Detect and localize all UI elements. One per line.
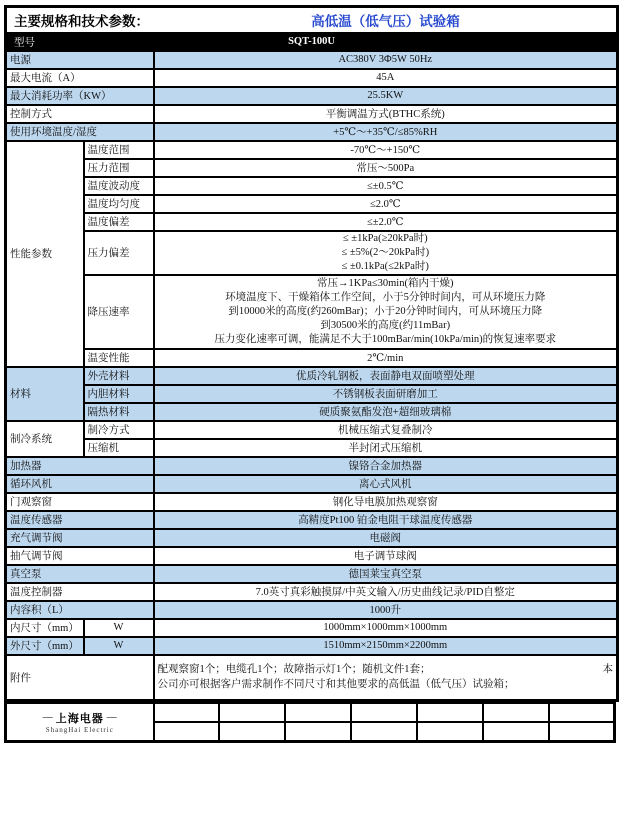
row-temp-change	[6, 349, 618, 367]
row-temp-deviation-value: ≤±2.0℃	[154, 213, 618, 231]
row-viewing-window	[6, 493, 618, 511]
row-fan-value: 离心式风机	[154, 475, 618, 493]
row-control-mode-value: 平衡调温方式(BTHC系统)	[154, 105, 618, 123]
row-temp-uniformity	[6, 195, 618, 213]
row-temp-fluctuation-label: 温度波动度	[84, 177, 154, 195]
row-exhaust-valve	[6, 547, 618, 565]
row-temp-sensor-value: 高精度Pt100 铂金电阻干球温度传感器	[154, 511, 618, 529]
row-temp-controller-value: 7.0英寸真彩触摸屏/中英文输入/历史曲线记录/PID自整定	[154, 583, 618, 601]
depressurization-line: 常压→1KPa≤30min(箱内干燥)	[317, 277, 454, 289]
row-temp-change-value: 2℃/min	[154, 349, 618, 367]
footer-cell	[219, 703, 285, 722]
title-cell	[6, 7, 618, 33]
logo-chinese-text: 上海电器	[55, 712, 104, 725]
row-vacuum-pump-label: 真空泵	[6, 565, 154, 583]
footer-table	[4, 702, 616, 743]
footer-cell	[219, 722, 285, 741]
row-max-power-label: 最大消耗功率（KW）	[6, 87, 154, 105]
row-inner-dimensions-value: 1000mm×1000mm×1000mm	[154, 619, 618, 637]
row-outer-dimensions-label: 外尺寸（mm）	[6, 637, 84, 655]
footer-cell	[154, 703, 220, 722]
footer-cell	[417, 703, 483, 722]
footer-cell	[483, 703, 549, 722]
footer-cell	[417, 722, 483, 741]
pressure-deviation-line: ≤ ±5%(2～20kPa时)	[341, 246, 430, 258]
logo-row	[43, 710, 117, 726]
row-ambient-label: 使用环境温度/湿度	[6, 123, 154, 141]
row-liner-material-value: 不锈钢板表面研磨加工	[154, 385, 618, 403]
row-cooling-mode-label: 制冷方式	[84, 421, 154, 439]
row-insulation-material-value: 硬质聚氨酯发泡+超细玻璃棉	[154, 403, 618, 421]
row-insulation-material	[6, 403, 618, 421]
row-cooling-mode	[6, 421, 618, 439]
depressurization-line: 到10000米的高度(约260mBar)；小于20分钟时间内，可从环境压力降	[228, 305, 543, 317]
row-depressurization-rate-label: 降压速率	[84, 275, 154, 349]
row-vacuum-pump-value: 德国莱宝真空泵	[154, 565, 618, 583]
row-power-value: AC380V 3Φ5W 50Hz	[154, 51, 618, 69]
row-temp-range-label: 温度范围	[84, 141, 154, 159]
row-temp-sensor	[6, 511, 618, 529]
footer-row-1	[6, 703, 615, 722]
model-value: SQT-100U	[288, 36, 335, 47]
footer-cell	[154, 722, 220, 741]
depressurization-line: 压力变化速率可调，能满足不大于100mBar/min(10kPa/min)的恢复速率要求	[214, 333, 557, 345]
pressure-deviation-line: ≤ ±1kPa(≥20kPa时)	[342, 232, 428, 244]
row-volume-label: 内容积（L）	[6, 601, 154, 619]
row-max-power	[6, 87, 618, 105]
row-insulation-material-label: 隔热材料	[84, 403, 154, 421]
row-compressor-value: 半封闭式压缩机	[154, 439, 618, 457]
row-max-power-value: 25.5KW	[154, 87, 618, 105]
row-pressure-deviation-value	[154, 231, 618, 275]
performance-group-label: 性能参数	[6, 141, 84, 367]
row-heater-label: 加热器	[6, 457, 154, 475]
row-temp-controller	[6, 583, 618, 601]
row-temp-deviation-label: 温度偏差	[84, 213, 154, 231]
row-cooling-mode-value: 机械压缩式复叠制冷	[154, 421, 618, 439]
row-volume	[6, 601, 618, 619]
row-shell-material	[6, 367, 618, 385]
row-inflation-valve-label: 充气调节阀	[6, 529, 154, 547]
footer-cell	[285, 703, 351, 722]
row-liner-material	[6, 385, 618, 403]
model-cell	[6, 33, 618, 51]
row-shell-material-label: 外壳材料	[84, 367, 154, 385]
row-outer-dimensions	[6, 637, 618, 655]
row-outer-dimensions-sub: W	[84, 637, 154, 655]
logo-cell	[6, 703, 154, 741]
row-pressure-deviation	[6, 231, 618, 275]
title-row	[6, 7, 618, 33]
row-accessories-value	[154, 655, 618, 701]
footer-cell	[285, 722, 351, 741]
row-depressurization-rate	[6, 275, 618, 349]
model-row	[6, 33, 618, 51]
accessories-line1-right: 本	[602, 664, 614, 676]
row-pressure-range	[6, 159, 618, 177]
row-temp-uniformity-value: ≤2.0℃	[154, 195, 618, 213]
row-pressure-range-value: 常压～500Pa	[154, 159, 618, 177]
row-max-current-value: 45A	[154, 69, 618, 87]
row-inner-dimensions-label: 内尺寸（mm）	[6, 619, 84, 637]
row-heater	[6, 457, 618, 475]
row-viewing-window-label: 门观察窗	[6, 493, 154, 511]
row-temp-change-label: 温变性能	[84, 349, 154, 367]
row-temp-fluctuation-value: ≤±0.5℃	[154, 177, 618, 195]
row-temp-fluctuation	[6, 177, 618, 195]
footer-cell	[549, 703, 615, 722]
footer-cell	[483, 722, 549, 741]
materials-group-label: 材料	[6, 367, 84, 421]
row-max-current	[6, 69, 618, 87]
row-viewing-window-value: 钢化导电膜加热观察窗	[154, 493, 618, 511]
row-inflation-valve-value: 电磁阀	[154, 529, 618, 547]
row-accessories	[6, 655, 618, 701]
row-inflation-valve	[6, 529, 618, 547]
row-inner-dimensions	[6, 619, 618, 637]
cooling-group-label: 制冷系统	[6, 421, 84, 457]
pressure-deviation-line: ≤ ±0.1kPa(≤2kPa时)	[341, 260, 429, 272]
footer-cell	[549, 722, 615, 741]
row-heater-value: 镍铬合金加热器	[154, 457, 618, 475]
depressurization-line: 环境温度下、干燥箱体工作空间，小于5分钟时间内，可从环境压力降	[225, 291, 546, 303]
row-ambient-value: +5℃～+35℃/≤85%RH	[154, 123, 618, 141]
row-outer-dimensions-value: 1510mm×2150mm×2200mm	[154, 637, 618, 655]
row-temp-deviation	[6, 213, 618, 231]
row-vacuum-pump	[6, 565, 618, 583]
row-inner-dimensions-sub: W	[84, 619, 154, 637]
row-exhaust-valve-value: 电子调节球阀	[154, 547, 618, 565]
row-temp-sensor-label: 温度传感器	[6, 511, 154, 529]
logo-dash-right: —	[106, 712, 117, 724]
row-ambient	[6, 123, 618, 141]
row-shell-material-value: 优质冷轧钢板，表面静电双面喷塑处理	[154, 367, 618, 385]
model-label: 型号	[14, 37, 35, 48]
row-temp-controller-label: 温度控制器	[6, 583, 154, 601]
row-temp-uniformity-label: 温度均匀度	[84, 195, 154, 213]
company-logo	[10, 710, 150, 734]
row-depressurization-rate-value	[154, 275, 618, 349]
row-fan-label: 循环风机	[6, 475, 154, 493]
row-pressure-deviation-label: 压力偏差	[84, 231, 154, 275]
row-control-mode	[6, 105, 618, 123]
row-pressure-range-label: 压力范围	[84, 159, 154, 177]
row-liner-material-label: 内胆材料	[84, 385, 154, 403]
row-fan	[6, 475, 618, 493]
row-power-label: 电源	[6, 51, 154, 69]
row-volume-value: 1000升	[154, 601, 618, 619]
row-compressor	[6, 439, 618, 457]
spec-table	[4, 5, 619, 702]
row-power	[6, 51, 618, 69]
depressurization-line: 到30500米的高度(约11mBar)	[320, 319, 451, 331]
footer-cell	[351, 722, 417, 741]
row-temp-range-value: -70℃～+150℃	[154, 141, 618, 159]
row-accessories-label: 附件	[6, 655, 154, 701]
logo-dash-left: —	[42, 712, 53, 724]
accessories-line2: 公司亦可根据客户需求制作不同尺寸和其他要求的高低温（低气压）试验箱；	[157, 679, 515, 691]
footer-cell	[351, 703, 417, 722]
document-title: 高低温（低气压）试验箱	[311, 13, 460, 29]
logo-english-text: ShangHai Electric	[45, 725, 114, 734]
row-temp-range	[6, 141, 618, 159]
row-exhaust-valve-label: 抽气调节阀	[6, 547, 154, 565]
row-compressor-label: 压缩机	[84, 439, 154, 457]
section-heading: 主要规格和技术参数：	[14, 13, 149, 29]
row-max-current-label: 最大电流（A）	[6, 69, 154, 87]
accessories-line1	[158, 662, 614, 677]
accessories-line1-text: 配观察窗1个；电缆孔1个；故障指示灯1个；随机文件1套；	[157, 664, 431, 676]
row-control-mode-label: 控制方式	[6, 105, 154, 123]
